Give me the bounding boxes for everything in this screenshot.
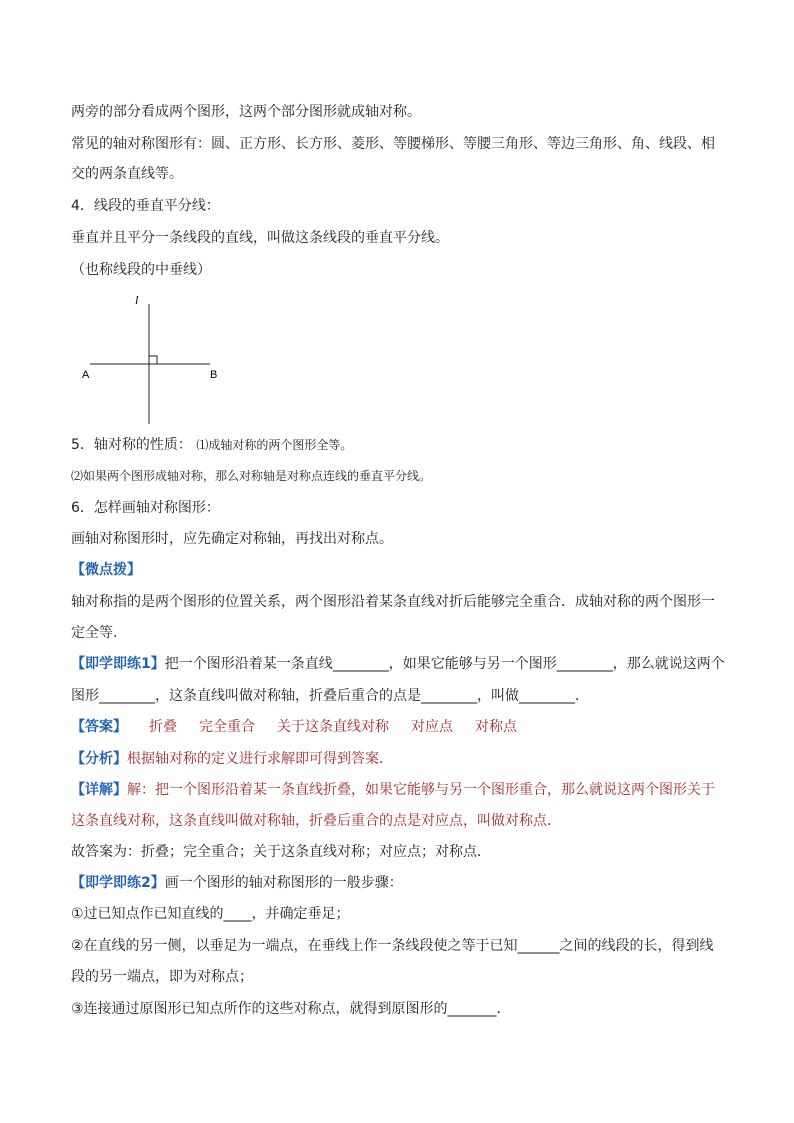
detail-tag: 【详解】 xyxy=(71,782,127,798)
text-line: 两旁的部分看成两个图形，这两个部分图形就成轴对称。 xyxy=(71,104,421,120)
text-line: 垂直并且平分一条线段的直线，叫做这条线段的垂直平分线。 xyxy=(71,230,449,246)
text-line: 轴对称指的是两个图形的位置关系，两个图形沿着某条直线对折后能够完全重合．成轴对称的两个图形一 xyxy=(71,594,715,610)
question-text: 图形________，这条直线叫做对称轴，折叠后重合的点是________，叫做________． xyxy=(71,688,589,704)
point-label-b: B xyxy=(210,369,218,381)
exercise-tag: 【即学即练2】 xyxy=(71,875,165,891)
section-heading: 5．轴对称的性质： xyxy=(71,437,192,453)
text-line: 画轴对称图形时，应先确定对称轴，再找出对称点。 xyxy=(71,531,393,547)
detail-text: 解：把一个图形沿着某一条直线折叠，如果它能够与另一个图形重合，那么就说这两个图形关于 xyxy=(127,782,715,798)
question-text: 画一个图形的轴对称图形的一般步骤： xyxy=(164,875,403,891)
answer-item: 折叠 xyxy=(149,719,177,735)
analysis-text: 根据轴对称的定义进行求解即可得到答案． xyxy=(127,751,393,767)
step-text: 段的另一端点，即为对称点； xyxy=(71,969,253,985)
point-label-a: A xyxy=(82,369,90,381)
detail-line xyxy=(71,780,715,800)
answer-item: 对应点 xyxy=(411,719,453,735)
text-line: 定全等. xyxy=(71,625,118,641)
conclusion-text: 故答案为：折叠；完全重合；关于这条直线对称；对应点；对称点． xyxy=(71,844,491,860)
text-line: 常见的轴对称图形有：圆、正方形、长方形、菱形、等腰梯形、等腰三角形、等边三角形、角、线段、相 xyxy=(71,136,715,152)
property-item: ⑵如果两个图形成轴对称，那么对称轴是对称点连线的垂直平分线。 xyxy=(71,469,432,483)
analysis-line xyxy=(71,749,393,769)
answer-tag: 【答案】 xyxy=(71,719,127,735)
answer-item: 关于这条直线对称 xyxy=(277,719,389,735)
exercise-1-question xyxy=(71,654,725,674)
detail-text: 这条直线对称，这条直线叫做对称轴，折叠后重合的点是对应点，叫做对称点． xyxy=(71,813,561,829)
text-line: （也称线段的中垂线） xyxy=(71,262,211,278)
answer-line xyxy=(71,717,517,737)
tip-tag: 【微点拨】 xyxy=(71,562,141,578)
analysis-tag: 【分析】 xyxy=(71,751,127,767)
perpendicular-bisector-figure xyxy=(78,292,228,424)
section-heading: 4．线段的垂直平分线： xyxy=(71,198,220,214)
step-text: ①过已知点作已知直线的____，并确定垂足； xyxy=(71,906,350,922)
line-label-l: l xyxy=(135,293,139,307)
answer-item: 完全重合 xyxy=(199,719,255,735)
exercise-tag: 【即学即练1】 xyxy=(71,656,165,672)
step-text: ③连接通过原图形已知点所作的这些对称点，就得到原图形的_______． xyxy=(71,1001,511,1017)
section-heading: 6．怎样画轴对称图形： xyxy=(71,500,220,516)
text-line: 交的两条直线等。 xyxy=(71,166,183,182)
exercise-2-question xyxy=(71,873,403,893)
answer-item: 对称点 xyxy=(475,719,517,735)
property-item: ⑴成轴对称的两个图形全等。 xyxy=(196,438,353,452)
question-text: 把一个图形沿着某一条直线________，如果它能够与另一个图形________，那么就说这两个 xyxy=(164,656,725,672)
property-line xyxy=(71,435,352,455)
step-text: ②在直线的另一侧，以垂足为一端点，在垂线上作一条线段使之等于已知______之间的线段的长，得到线 xyxy=(71,938,714,954)
